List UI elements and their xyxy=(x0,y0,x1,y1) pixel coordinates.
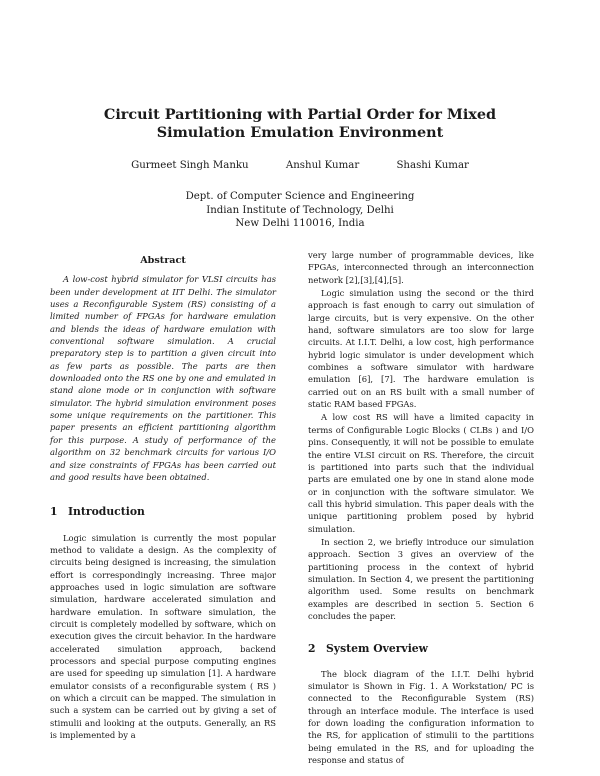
right-column xyxy=(308,249,534,766)
author-1: Gurmeet Singh Manku xyxy=(131,160,249,171)
intro-paragraph-1: Logic simulation is currently the most popular method to validate a design. As the complexity of circuits being designed is increasing, the simulation effort is correspondingly increasing. Three major approaches used in logic simulation are software simulation, hardware accelerated simulation and hardware emulation. In software simulation, the circuit is completely modelled by software, which on execution gives the circuit behavior. In the hardware accelerated simulation approach, backend processors and special purpose computing engines are used for speeding up simulation [1]. A hardware emulator consists of a reconfigurable system ( RS ) on which a circuit can be mapped. The simulation in such a system can be carried out by giving a set of stimulii and looking at the outputs. Generally, an RS is implemented by a xyxy=(50,532,276,741)
abstract-heading: Abstract xyxy=(140,255,186,266)
intro-paragraph-4: In section 2, we briefly introduce our simulation approach. Section 3 gives an overview of the partitioning process in the context of hybrid simulation. In Section 4, we present the partitioning algorithm used. Some results on benchmark examples are described in section 5. Section 6 concludes the paper. xyxy=(308,536,534,621)
intro-paragraph-2: Logic simulation using the second or the third approach is fast enough to carry out simulation of large circuits, but is very expensive. On the other hand, software simulators are too slow for large circuits. At I.I.T. Delhi, a low cost, high performance hybrid logic simulator is under development which combines a software simulator with hardware emulation [6], [7]. The hardware emulation is carried out on an RS built with a small number of static RAM based FPGAs. xyxy=(308,288,534,410)
affiliation-dept: Dept. of Computer Science and Engineering xyxy=(185,191,415,202)
intro-paragraph-3: A low cost RS will have a limited capacity in terms of Configurable Logic Blocks ( CLBs ) and I/O pins. Consequently, it will not be possible to emulate the entire VLSI circuit on RS. Therefore, the circuit is partitioned into parts such that the individual parts are emulated one by one in stand alone mode or in conjunction with the software simulator. We call this hybrid simulation. This paper deals with the unique partitioning problem posed by hybrid simulation. xyxy=(308,412,534,534)
abstract-text: A low-cost hybrid simulator for VLSI circuits has been under development at IIT Delhi. The simulator uses a Reconfigurable System (RS) consisting of a limited number of FPGAs for hardware emulation and blends the ideas of hardware emulation with conventional software simulation. A crucial preparatory step is to partition a given circuit into as few parts as possible. The parts are then downloaded onto the RS one by one and emulated in stand alone mode or in conjunction with software simulator. The hybrid simulation environment poses some unique requirements on the partitioner. This paper presents an efficient partitioning algorithm for this purpose. A study of performance of the algorithm on 32 benchmark circuits for various I/O and size constraints of FPGAs has been carried out and good results have been obtained. xyxy=(50,274,276,482)
overview-paragraph-1: The block diagram of the I.I.T. Delhi hybrid simulator is Shown in Fig. 1. A Workstation/ PC is connected to the Reconfigurable System (RS) through an interface module. The interface is used for down loading the configuration information to the RS, for application of stimulii to the partitions being emulated in the RS, and for uploading the response and status of xyxy=(308,668,534,766)
paper-title: Circuit Partitioning with Partial Order for Mixed Simulation Emulation Environment xyxy=(103,106,497,141)
author-list xyxy=(60,160,540,171)
affiliation-city: New Delhi 110016, India xyxy=(235,218,365,229)
author-2: Anshul Kumar xyxy=(285,160,360,171)
section-title: Introduction xyxy=(68,505,145,519)
left-column xyxy=(50,249,276,741)
intro-paragraph-1-continued: very large number of programmable devices, like FPGAs, interconnected through an interconnection network [2],[3],[4],[5]. xyxy=(308,250,534,285)
section-number: 1 xyxy=(50,505,58,519)
affiliation-institute: Indian Institute of Technology, Delhi xyxy=(206,204,394,216)
section-title: System Overview xyxy=(326,642,428,656)
section-number: 2 xyxy=(308,642,316,656)
section-heading-system-overview xyxy=(308,643,534,655)
affiliation xyxy=(60,190,540,231)
author-3: Shashi Kumar xyxy=(396,160,469,171)
section-heading-introduction xyxy=(50,506,276,518)
